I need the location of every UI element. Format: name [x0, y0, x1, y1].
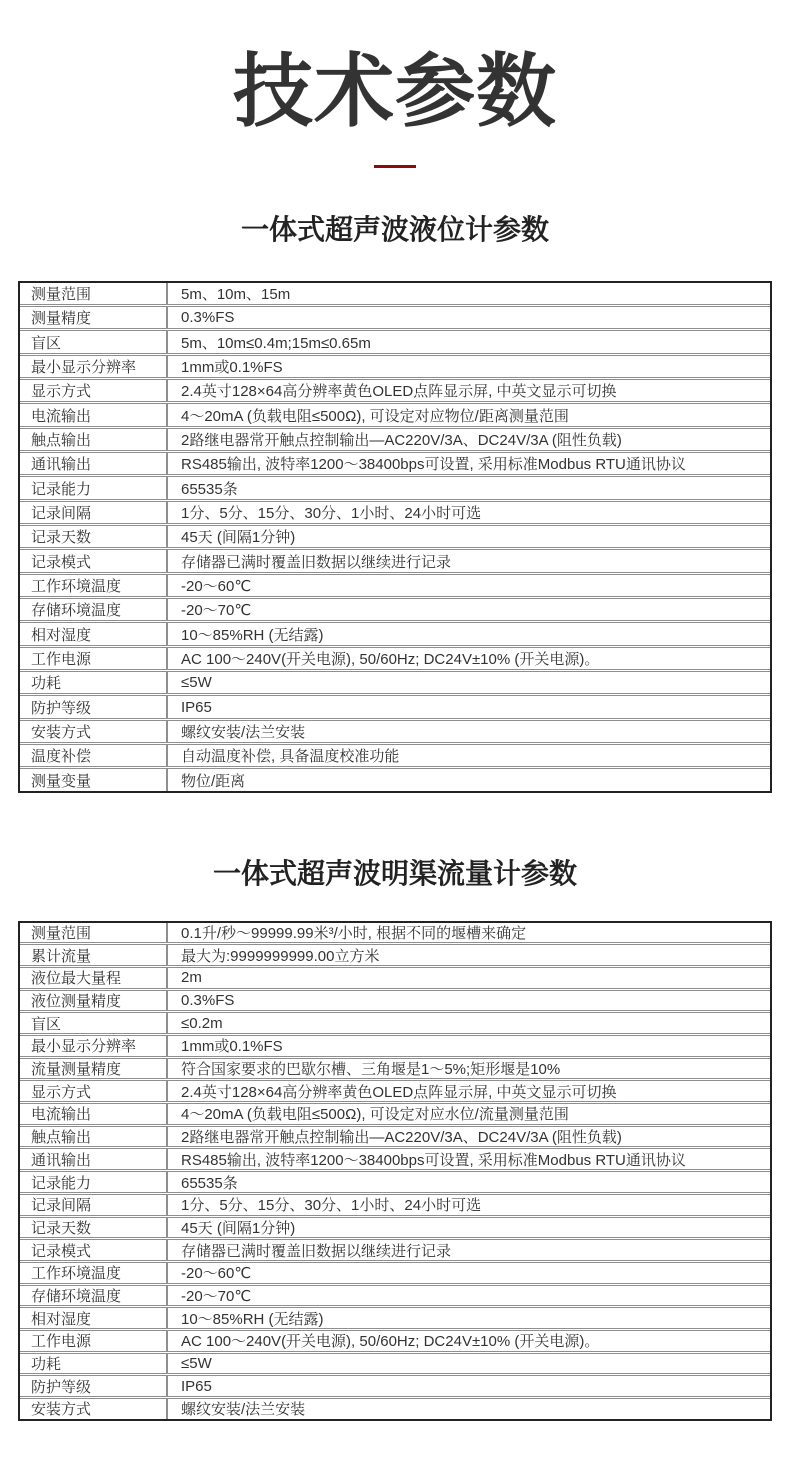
spec-row [20, 550, 770, 574]
spec-label: 记录间隔 [20, 502, 168, 523]
spec-row [20, 1149, 770, 1172]
spec-label: 记录天数 [20, 1218, 168, 1238]
spec-row [20, 1036, 770, 1059]
spec-value: RS485输出, 波特率1200～38400bps可设置, 采用标准Modbus RTU通讯协议 [181, 1151, 686, 1169]
title-accent-divider [374, 165, 416, 168]
spec-label: 工作电源 [20, 1331, 168, 1351]
spec-value: -20～60℃ [181, 577, 252, 595]
spec-label: 测量范围 [20, 923, 168, 943]
spec-value: 2m [181, 969, 202, 987]
spec-label: 显示方式 [20, 1081, 168, 1101]
spec-row [20, 1240, 770, 1263]
spec-label: 测量精度 [20, 307, 168, 328]
spec-value: 10～85%RH (无结露) [181, 1310, 324, 1328]
spec-table-level-meter [18, 281, 772, 793]
spec-label: 测量变量 [20, 769, 168, 790]
spec-value: 2路继电器常开触点控制输出—AC220V/3A、DC24V/3A (阻性负载) [181, 431, 622, 449]
spec-value: 存储器已满时覆盖旧数据以继续进行记录 [181, 553, 452, 571]
spec-label: 存储环境温度 [20, 599, 168, 620]
spec-row [20, 526, 770, 550]
spec-value: 1mm或0.1%FS [181, 358, 283, 376]
spec-label: 电流输出 [20, 1104, 168, 1124]
spec-value: 符合国家要求的巴歇尔槽、三角堰是1～5%;矩形堰是10% [181, 1061, 561, 1079]
spec-row [20, 453, 770, 477]
spec-value: -20～60℃ [181, 1265, 252, 1283]
page-title: 技术参数 [233, 47, 557, 136]
spec-row [20, 1127, 770, 1150]
spec-row [20, 1195, 770, 1218]
spec-value: IP65 [181, 698, 212, 716]
spec-row [20, 1308, 770, 1331]
spec-row [20, 477, 770, 501]
spec-row [20, 745, 770, 769]
spec-row [20, 429, 770, 453]
spec-label: 工作环境温度 [20, 1263, 168, 1283]
spec-label: 工作环境温度 [20, 575, 168, 596]
spec-value: ≤5W [181, 1355, 212, 1372]
spec-row [20, 1376, 770, 1399]
spec-label: 安装方式 [20, 1399, 168, 1419]
section-level-meter [0, 215, 790, 793]
spec-value: RS485输出, 波特率1200～38400bps可设置, 采用标准Modbus RTU通讯协议 [181, 456, 686, 474]
spec-row [20, 1331, 770, 1354]
spec-row [20, 1218, 770, 1241]
spec-label: 液位测量精度 [20, 991, 168, 1011]
spec-label: 通讯输出 [20, 453, 168, 474]
spec-value: 2路继电器常开触点控制输出—AC220V/3A、DC24V/3A (阻性负载) [181, 1129, 622, 1147]
spec-value: 0.1升/秒～99999.99米³/小时, 根据不同的堰槽来确定 [181, 924, 527, 942]
spec-label: 液位最大量程 [20, 968, 168, 988]
spec-value: 存储器已满时覆盖旧数据以继续进行记录 [181, 1242, 452, 1260]
spec-label: 功耗 [20, 672, 168, 693]
spec-row [20, 1399, 770, 1419]
spec-label: 记录模式 [20, 1240, 168, 1260]
spec-label: 触点输出 [20, 1127, 168, 1147]
spec-value: 物位/距离 [181, 772, 246, 790]
spec-row [20, 1286, 770, 1309]
spec-value: -20～70℃ [181, 602, 252, 620]
spec-value: ≤5W [181, 674, 212, 692]
spec-value: 最大为:9999999999.00立方米 [181, 947, 380, 965]
spec-row [20, 1104, 770, 1127]
spec-label: 相对湿度 [20, 623, 168, 644]
spec-row [20, 923, 770, 946]
spec-label: 显示方式 [20, 380, 168, 401]
spec-label: 温度补偿 [20, 745, 168, 766]
spec-value: AC 100～240V(开关电源), 50/60Hz; DC24V±10% (开关电源)。 [181, 1333, 600, 1351]
spec-row [20, 1354, 770, 1377]
spec-value: 45天 (间隔1分钟) [181, 1219, 296, 1237]
spec-label: 盲区 [20, 1013, 168, 1033]
spec-row [20, 380, 770, 404]
spec-row [20, 356, 770, 380]
spec-label: 记录天数 [20, 526, 168, 547]
spec-label: 触点输出 [20, 429, 168, 450]
spec-label: 电流输出 [20, 404, 168, 425]
spec-value: IP65 [181, 1377, 212, 1395]
spec-value: 5m、10m、15m [181, 285, 291, 303]
spec-row [20, 721, 770, 745]
spec-row [20, 404, 770, 428]
spec-label: 流量测量精度 [20, 1059, 168, 1079]
spec-row [20, 1013, 770, 1036]
spec-label: 存储环境温度 [20, 1286, 168, 1306]
spec-row [20, 307, 770, 331]
spec-value: 10～85%RH (无结露) [181, 626, 324, 644]
spec-label: 记录间隔 [20, 1195, 168, 1215]
spec-value: 1mm或0.1%FS [181, 1038, 283, 1056]
spec-row [20, 1059, 770, 1082]
spec-label: 安装方式 [20, 721, 168, 742]
spec-value: 自动温度补偿, 具备温度校准功能 [181, 748, 400, 766]
spec-label: 通讯输出 [20, 1149, 168, 1169]
spec-value: 65535条 [181, 1174, 238, 1192]
spec-label: 最小显示分辨率 [20, 1036, 168, 1056]
spec-value: AC 100～240V(开关电源), 50/60Hz; DC24V±10% (开关电源)。 [181, 650, 600, 668]
spec-label: 盲区 [20, 331, 168, 352]
spec-row [20, 672, 770, 696]
spec-value: 1分、5分、15分、30分、1小时、24小时可选 [181, 1197, 482, 1215]
spec-row [20, 945, 770, 968]
spec-value: ≤0.2m [181, 1014, 223, 1032]
spec-label: 测量范围 [20, 283, 168, 304]
section-title-level-meter: 一体式超声波液位计参数 [240, 214, 549, 245]
spec-row [20, 1081, 770, 1104]
spec-value: 4～20mA (负载电阻≤500Ω), 可设定对应物位/距离测量范围 [181, 407, 569, 425]
spec-value: 2.4英寸128×64高分辨率黄色OLED点阵显示屏, 中英文显示可切换 [181, 1083, 617, 1101]
spec-row [20, 331, 770, 355]
spec-label: 相对湿度 [20, 1308, 168, 1328]
spec-row [20, 696, 770, 720]
spec-row [20, 1172, 770, 1195]
spec-label: 记录能力 [20, 1172, 168, 1192]
spec-value: 5m、10m≤0.4m;15m≤0.65m [181, 334, 371, 352]
spec-value: 螺纹安装/法兰安装 [181, 1401, 306, 1419]
spec-label: 记录模式 [20, 550, 168, 571]
spec-value: 0.3%FS [181, 992, 235, 1009]
spec-value: 1分、5分、15分、30分、1小时、24小时可选 [181, 504, 482, 522]
spec-row [20, 991, 770, 1014]
spec-label: 工作电源 [20, 648, 168, 669]
spec-row [20, 599, 770, 623]
spec-label: 功耗 [20, 1354, 168, 1374]
spec-row [20, 1263, 770, 1286]
spec-label: 防护等级 [20, 696, 168, 717]
spec-row [20, 283, 770, 307]
spec-value: 0.3%FS [181, 309, 235, 327]
spec-value: 2.4英寸128×64高分辨率黄色OLED点阵显示屏, 中英文显示可切换 [181, 383, 617, 401]
spec-row [20, 648, 770, 672]
spec-row [20, 968, 770, 991]
spec-row [20, 769, 770, 790]
section-flow-meter [0, 859, 790, 1421]
spec-label: 最小显示分辨率 [20, 356, 168, 377]
spec-row [20, 502, 770, 526]
spec-value: 4～20mA (负载电阻≤500Ω), 可设定对应水位/流量测量范围 [181, 1106, 569, 1124]
spec-label: 累计流量 [20, 945, 168, 965]
spec-label: 记录能力 [20, 477, 168, 498]
spec-row [20, 575, 770, 599]
section-title-flow-meter: 一体式超声波明渠流量计参数 [212, 857, 577, 889]
spec-table-flow-meter [18, 921, 772, 1421]
spec-value: 螺纹安装/法兰安装 [181, 723, 306, 741]
spec-label: 防护等级 [20, 1376, 168, 1396]
spec-value: 65535条 [181, 480, 238, 498]
spec-value: -20～70℃ [181, 1287, 252, 1305]
spec-row [20, 623, 770, 647]
spec-value: 45天 (间隔1分钟) [181, 529, 296, 547]
